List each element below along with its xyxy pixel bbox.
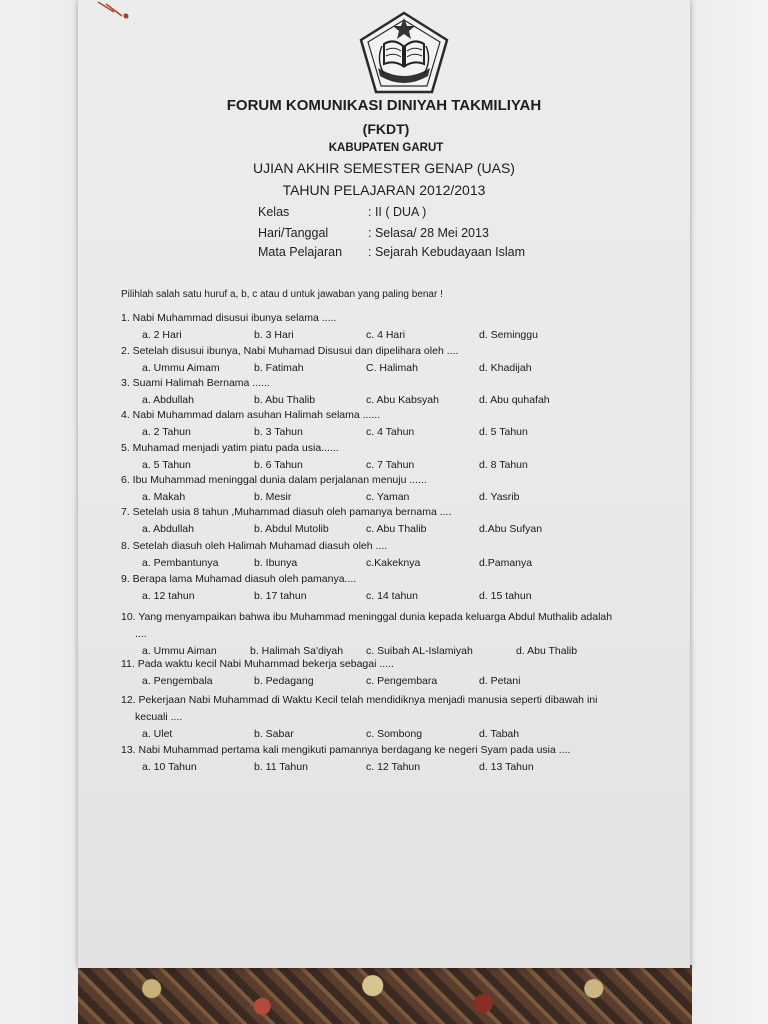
question-text: 2. Setelah disusui ibunya, Nabi Muhamad Disusui dan dipelihara oleh .... [121, 345, 459, 357]
class-label: Kelas [258, 205, 290, 219]
answer-option-a: a. Pembantunya [142, 557, 219, 569]
answer-option-d: d. 5 Tahun [479, 426, 528, 438]
background-right [690, 0, 768, 1024]
answer-option-b: b. 6 Tahun [254, 459, 303, 471]
question-text: 5. Muhamad menjadi yatim piatu pada usia...... [121, 442, 339, 454]
answer-option-d: d. Tabah [479, 728, 520, 740]
ink-mark-icon [96, 0, 136, 22]
answer-option-c: c. 4 Hari [366, 329, 406, 341]
answer-option-c: c. Suibah AL-Islamiyah [366, 645, 473, 657]
answer-option-d: d. Seminggu [479, 329, 538, 341]
date-value: : Selasa/ 28 Mei 2013 [368, 226, 489, 240]
answer-option-a: a. 5 Tahun [142, 459, 191, 471]
fkdt-emblem-icon [358, 10, 450, 96]
regency-name: KABUPATEN GARUT [328, 142, 444, 154]
exam-paper [78, 0, 690, 968]
question-text: 12. Pekerjaan Nabi Muhammad di Waktu Kecil telah mendidiknya menjadi manusia seperti dibawah ini [121, 694, 598, 706]
answer-option-c: c. 14 tahun [366, 590, 418, 602]
answer-option-d: d.Abu Sufyan [479, 523, 543, 535]
answer-option-c: c. 12 Tahun [366, 761, 421, 773]
academic-year: TAHUN PELAJARAN 2012/2013 [282, 182, 486, 198]
answer-option-c: c. Pengembara [366, 675, 438, 687]
question-text: 7. Setelah usia 8 tahun ,Muhammad diasuh oleh pamanya bernama .... [121, 506, 452, 518]
question-text: 11. Pada waktu kecil Nabi Muhammad bekerja sebagai ..... [121, 658, 394, 670]
answer-option-c: c. Sombong [366, 728, 423, 740]
carpet-background [78, 965, 692, 1024]
answer-option-b: b. 17 tahun [254, 590, 307, 602]
answer-option-c: c. 7 Tahun [366, 459, 415, 471]
answer-option-c: c. Abu Kabsyah [366, 394, 439, 406]
answer-option-b: b. Abdul Mutolib [254, 523, 329, 535]
answer-option-d: d. 8 Tahun [479, 459, 528, 471]
question-text: 8. Setelah diasuh oleh Halimah Muhamad diasuh oleh .... [121, 540, 388, 552]
organization-title: FORUM KOMUNIKASI DINIYAH TAKMILIYAH [226, 97, 542, 114]
answer-option-a: a. 2 Tahun [142, 426, 191, 438]
answer-option-a: a. 10 Tahun [142, 761, 197, 773]
date-label: Hari/Tanggal [258, 226, 329, 240]
answer-option-d: d. Yasrib [479, 491, 520, 503]
answer-option-a: a. 2 Hari [142, 329, 182, 341]
answer-option-b: b. 3 Tahun [254, 426, 303, 438]
answer-option-b: b. Ibunya [254, 557, 298, 569]
answer-option-c: c. Yaman [366, 491, 410, 503]
answer-option-d: d. Petani [479, 675, 521, 687]
answer-option-a: a. Ummu Aiman [142, 645, 217, 657]
answer-option-b: b. 11 Tahun [254, 761, 308, 773]
question-text: 13. Nabi Muhammad pertama kali mengikuti pamannya berdagang ke negeri Syam pada usia .... [121, 744, 571, 756]
answer-option-b: b. 3 Hari [254, 329, 294, 341]
question-text: 4. Nabi Muhammad dalam asuhan Halimah selama ...... [121, 409, 381, 421]
question-text: 3. Suami Halimah Bernama ...... [121, 377, 270, 389]
answer-option-b: b. Sabar [254, 728, 294, 740]
answer-option-d: d. Khadijah [479, 362, 532, 374]
question-text: 9. Berapa lama Muhamad diasuh oleh pamanya.... [121, 573, 357, 585]
subject-label: Mata Pelajaran [258, 245, 343, 259]
answer-option-c: c.Kakeknya [366, 557, 421, 569]
answer-option-c: c. 4 Tahun [366, 426, 415, 438]
organization-abbreviation: (FKDT) [362, 121, 410, 137]
instruction-text: Pilihlah salah satu huruf a, b, c atau d untuk jawaban yang paling benar ! [121, 289, 443, 300]
answer-option-b: b. Fatimah [254, 362, 304, 374]
answer-option-a: a. Pengembala [142, 675, 213, 687]
answer-option-c: C. Halimah [366, 362, 418, 374]
answer-option-a: a. Makah [142, 491, 186, 503]
background-left [0, 0, 80, 1024]
question-text: 10. Yang menyampaikan bahwa ibu Muhammad meninggal dunia kepada keluarga Abdul Muthalib adalah [121, 611, 613, 623]
class-value: : II ( DUA ) [368, 205, 427, 219]
answer-option-d: d.Pamanya [479, 557, 533, 569]
answer-option-c: c. Abu Thalib [366, 523, 427, 535]
question-text: 1. Nabi Muhammad disusui ibunya selama ..... [121, 312, 337, 324]
exam-title: UJIAN AKHIR SEMESTER GENAP (UAS) [253, 160, 515, 176]
answer-option-a: a. Abdullah [142, 394, 194, 406]
question-continuation: .... [135, 628, 147, 640]
answer-option-d: d. Abu Thalib [516, 645, 578, 657]
answer-option-d: d. 15 tahun [479, 590, 532, 602]
answer-option-b: b. Pedagang [254, 675, 314, 687]
answer-option-a: a. Abdullah [142, 523, 194, 535]
answer-option-d: d. 13 Tahun [479, 761, 534, 773]
answer-option-d: d. Abu quhafah [479, 394, 550, 406]
question-text: 6. Ibu Muhammad meninggal dunia dalam perjalanan menuju ...... [121, 474, 427, 486]
answer-option-a: a. Ulet [142, 728, 173, 740]
answer-option-b: b. Mesir [254, 491, 292, 503]
answer-option-a: a. Ummu Aimam [142, 362, 220, 374]
question-continuation: kecuali .... [135, 711, 183, 723]
subject-value: : Sejarah Kebudayaan Islam [368, 245, 526, 259]
answer-option-b: b. Abu Thalib [254, 394, 316, 406]
answer-option-a: a. 12 tahun [142, 590, 195, 602]
answer-option-b: b. Halimah Sa'diyah [250, 645, 344, 657]
